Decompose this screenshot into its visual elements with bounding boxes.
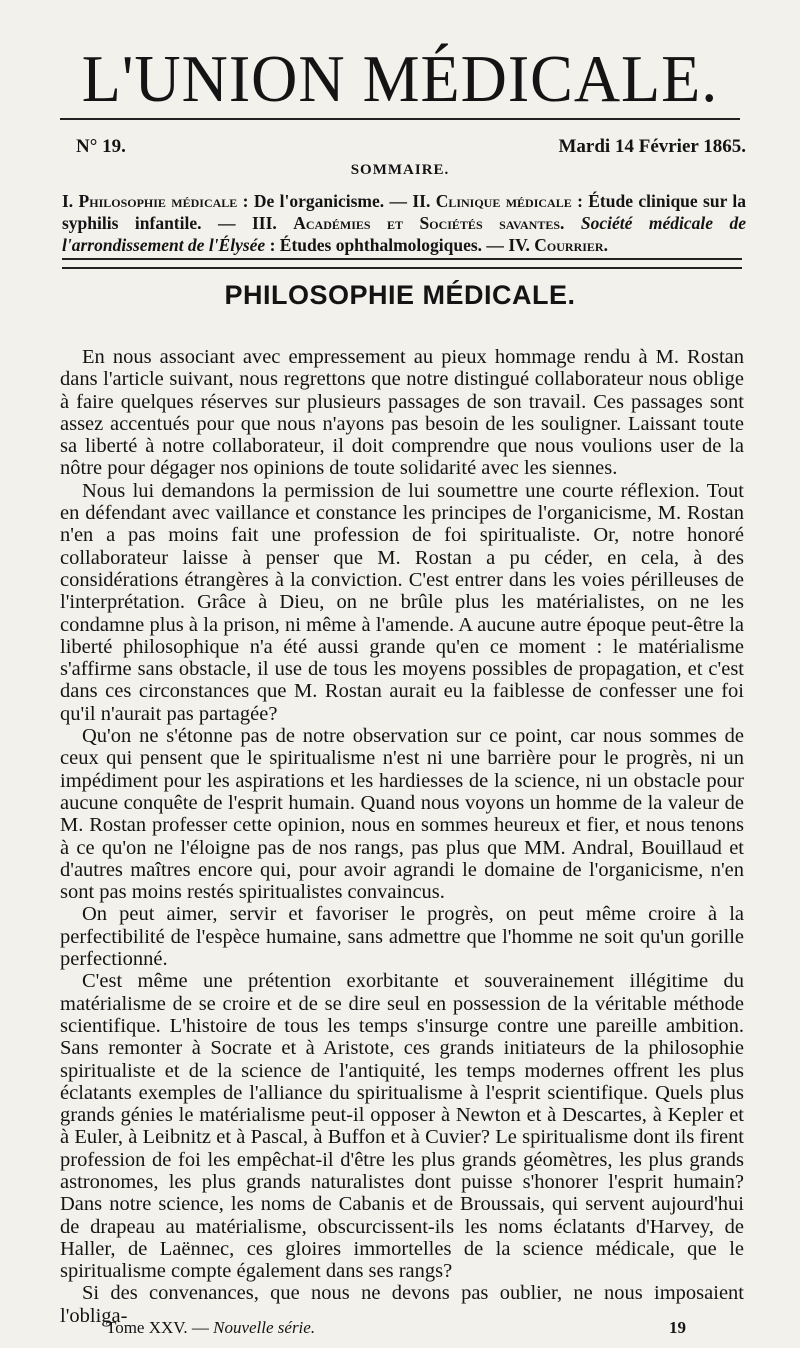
section-divider [62,258,742,269]
issue-number: N° 19. [76,136,126,157]
masthead-rule [60,118,740,120]
toc-item-1-title: Philosophie médicale [78,191,238,211]
toc-item-2-title: Clinique médicale [435,191,572,211]
toc-item-3-title: Académies et Sociétés savantes. [293,213,565,233]
footer-page-number: 19 [669,1318,686,1337]
article-body [60,346,744,1327]
paragraph: En nous associant avec empressement au pieux hommage rendu à M. Rostan dans l'article suivant, nous regrettons que notre distingué collaborateur nous oblige à faire quelques réserves sur plusieurs passages de son travail. Ces passages sont assez accentués pour que nous n'ayons pas besoin de les souligner. Laissant toute sa liberté à notre collaborateur, il doit comprendre que nous voulions user de la nôtre pour dégager nos opinions de toute solidarité avec les siennes. [60,346,744,480]
toc-item-4-title: Courrier. [534,235,608,255]
toc-item-1-desc: : De l'organicisme. — [237,191,413,211]
paragraph: C'est même une prétention exorbitante et souverainement illégitime du matérialisme de se croire et de se dire seul en possession de la véritable méthode scientifique. L'histoire de tous les temps s'insurge contre une pareille ambition. Sans remonter à Socrate et à Aristote, ces grands initiateurs de la philosophie spiritualiste et de la science de l'antiquité, les temps modernes offrent les plus éclatants exemples de l'alliance du spiritualisme à l'esprit scientifique. Quels plus grands génies le matérialisme peut-il opposer à Newton et à Descartes, à Kepler et à Euler, à Leibnitz et à Pascal, à Buffon et à Cuvier? Le spiritualisme dont ils firent profession de foi les empêchat-il d'être les plus grands géomètres, les plus grands astronomes, les plus grands naturalistes dont puisse s'honorer l'esprit humain? Dans notre science, les noms de Cabanis et de Broussais, qui servent aujourd'hui de drapeau au matérialisme, obscurcissent-ils les noms éclatants d'Harvey, de Haller, de Laënnec, ces gloires immortelles de la science médicale, que le spiritualisme compte également dans ses rangs? [60,970,744,1283]
toc-item-3-desc: : Études ophthalmologiques. — [265,235,509,255]
footer-volume-label: Tome XXV. — [106,1318,214,1337]
sommaire-heading: SOMMAIRE. [350,162,450,178]
section-title: PHILOSOPHIE MÉDICALE. [224,280,576,310]
paragraph: Si des convenances, que nous ne devons pas oublier, ne nous imposaient l'obliga- [60,1282,744,1327]
footer-series: Nouvelle série. [213,1318,316,1337]
toc-item-3-number: III. [251,213,277,233]
page-footer [106,1318,686,1342]
issue-date: Mardi 14 Février 1865. [558,136,746,157]
paragraph: On peut aimer, servir et favoriser le progrès, on peut même croire à la perfectibilité de l'espèce humaine, sans admettre que l'homme ne soit qu'un gorille perfectionné. [60,903,744,971]
paragraph: Nous lui demandons la permission de lui soumettre une courte réflexion. Tout en défendant avec vaillance et constance les principes de l'organicisme, M. Rostan n'en a pas moins fait une profession de foi spiritualiste. Or, notre honoré collaborateur laisse à penser que M. Rostan a pu céder, en cela, à des considérations étrangères à la conviction. C'est entrer dans les voies périlleuses de l'interprétation. Grâce à Dieu, on ne brûle plus les matérialistes, on ne les condamne plus à la prison, ni même à l'amende. A aucune autre époque peut-être la liberté philosophique n'a été aussi grande qu'en ce moment : le matérialisme s'affirme sans obstacle, il use de tous les moyens possibles de propagation, et c'est dans ces circonstances que M. Rostan aurait eu la faiblesse de confesser une foi qu'il n'aurait pas partagée? [60,479,744,725]
toc-item-1-number: I. [62,191,74,211]
table-of-contents [62,190,746,256]
toc-item-4-number: IV. [508,235,530,255]
masthead-title: L'UNION MÉDICALE. [81,41,719,116]
toc-item-2-number: II. [412,191,431,211]
issue-line [62,136,746,160]
toc-item-2-desc: : Étude clinique sur la syphilis infantile. — [62,191,746,233]
toc-item-3-italic: Société médicale de l'arrondissement de l'Élysée [62,213,746,255]
footer-volume [106,1318,315,1338]
paragraph: Qu'on ne s'étonne pas de notre observation sur ce point, car nous sommes de ceux qui pensent que le spiritualisme n'est ni une barrière pour le progrès, ni un impédiment pour les aspirations et les hardiesses de la science, ni un obstacle pour aucune conquête de l'esprit humain. Quand nous voyons un homme de la valeur de M. Rostan professer cette opinion, nous en sommes heureux et fier, et nous tenons à ce qu'on ne l'éloigne pas de nos rangs, pas plus que MM. Andral, Bouillaud et d'autres maîtres encore qui, pour avoir agrandi le domaine de l'organicisme, n'en sont pas moins restés spiritualistes convaincus. [60,725,744,904]
